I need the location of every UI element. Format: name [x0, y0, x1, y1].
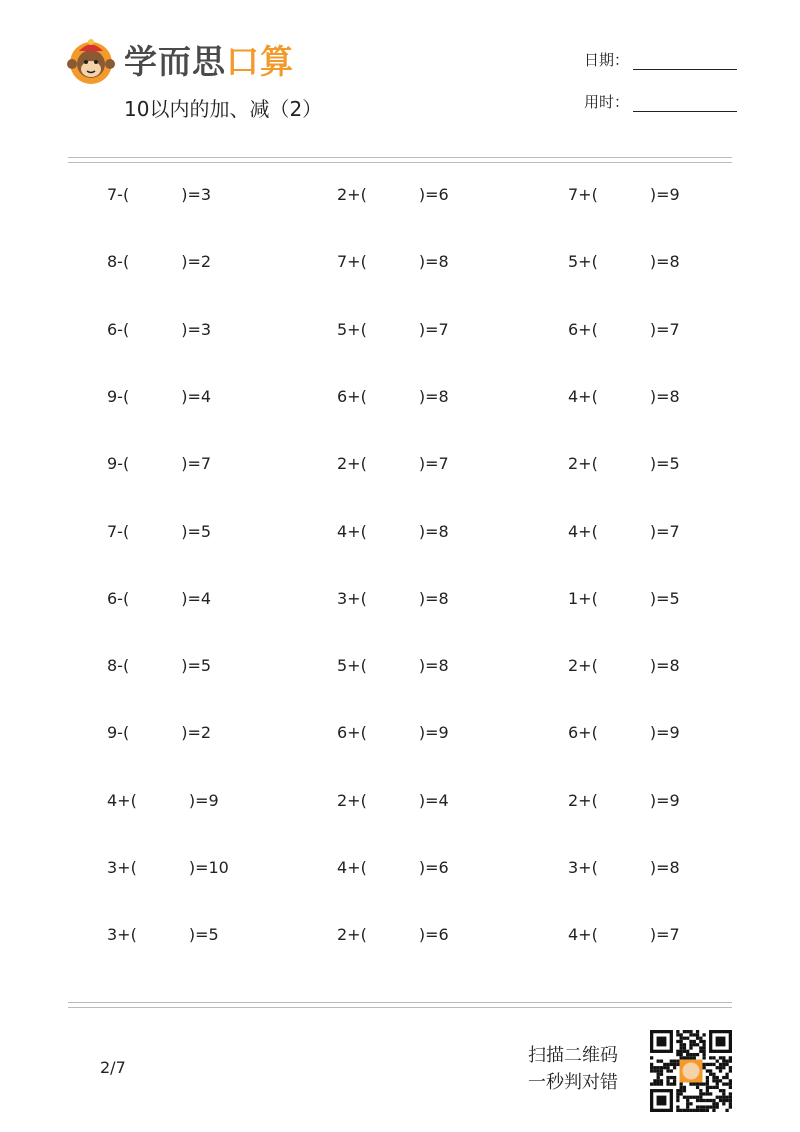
brand-part2: 口算	[226, 42, 294, 81]
problem-row	[0, 512, 800, 552]
problem-row	[0, 713, 800, 753]
problem-row	[0, 579, 800, 619]
problem-left: 4+(	[568, 521, 598, 541]
problem-right: )=4	[418, 790, 449, 810]
problem-right: )=9	[418, 723, 449, 743]
problem-left: 8-(	[107, 252, 130, 272]
problem-right: )=7	[181, 454, 212, 474]
problem-item	[568, 713, 680, 753]
problem-item	[107, 377, 211, 417]
problem-item	[568, 646, 680, 686]
monkey-mascot-icon	[66, 36, 116, 86]
problem-left: 7+(	[337, 252, 367, 272]
problem-right: )=3	[181, 319, 212, 339]
problem-item	[337, 781, 449, 821]
problem-left: 9-(	[107, 386, 130, 406]
problem-item	[568, 512, 680, 552]
problem-left: 2+(	[568, 454, 598, 474]
problem-row	[0, 915, 800, 955]
problem-row	[0, 781, 800, 821]
problem-item	[337, 444, 449, 484]
time-field	[584, 92, 737, 112]
problem-right: )=9	[649, 185, 680, 204]
scan-instructions	[528, 1042, 618, 1096]
problem-left: 6-(	[107, 588, 130, 608]
problem-right: )=8	[418, 252, 449, 272]
problem-right: )=10	[188, 858, 229, 877]
problem-left: 1+(	[568, 588, 598, 608]
problem-item	[107, 444, 211, 484]
problem-right: )=5	[181, 656, 212, 676]
problem-left: 7+(	[568, 185, 598, 204]
problem-left: 3+(	[337, 588, 367, 608]
problem-left: 2+(	[337, 925, 367, 945]
page-number: 2/7	[100, 1058, 126, 1077]
problem-left: 2+(	[337, 790, 367, 810]
brand-part1: 学而思	[124, 42, 226, 81]
problem-right: )=8	[418, 521, 449, 541]
problem-item	[337, 242, 449, 282]
problem-item	[107, 242, 211, 282]
problem-right: )=7	[649, 319, 680, 339]
problem-right: )=7	[418, 454, 449, 474]
problem-right: )=4	[181, 588, 212, 608]
problem-right: )=3	[181, 185, 212, 204]
problem-row	[0, 377, 800, 417]
problem-right: )=2	[181, 723, 212, 743]
problem-item	[107, 646, 211, 686]
problem-item	[568, 579, 680, 619]
problem-right: )=4	[181, 386, 212, 406]
problem-right: )=2	[181, 252, 212, 272]
problem-left: 7-(	[107, 185, 130, 204]
problem-item	[568, 242, 680, 282]
problem-left: 3+(	[107, 925, 137, 945]
problem-right: )=7	[418, 319, 449, 339]
problem-right: )=9	[188, 790, 219, 810]
problem-right: )=8	[418, 588, 449, 608]
problem-right: )=5	[188, 925, 219, 945]
problem-item	[337, 915, 449, 955]
problem-item	[107, 310, 211, 350]
problem-left: 4+(	[337, 521, 367, 541]
problem-item	[107, 848, 229, 888]
problem-left: 6-(	[107, 319, 130, 339]
problem-left: 2+(	[568, 790, 598, 810]
problem-left: 5+(	[337, 319, 367, 339]
problem-left: 9-(	[107, 454, 130, 474]
problem-left: 4+(	[107, 790, 137, 810]
problem-left: 2+(	[337, 454, 367, 474]
problem-left: 2+(	[568, 656, 598, 676]
brand-title	[124, 40, 294, 84]
problem-right: )=8	[649, 656, 680, 676]
problem-item	[337, 646, 449, 686]
problem-left: 3+(	[568, 858, 598, 877]
problem-right: )=6	[418, 185, 449, 204]
problem-right: )=9	[649, 723, 680, 743]
problem-right: )=7	[649, 521, 680, 541]
problem-item	[337, 848, 449, 888]
problem-right: )=8	[649, 252, 680, 272]
problem-right: )=7	[649, 925, 680, 945]
problem-row	[0, 848, 800, 888]
top-divider	[68, 157, 732, 163]
problem-item	[337, 377, 449, 417]
date-label: 日期：	[584, 51, 630, 69]
problem-left: 7-(	[107, 521, 130, 541]
problem-right: )=6	[418, 925, 449, 945]
problem-left: 6+(	[568, 723, 598, 743]
problem-right: )=5	[181, 521, 212, 541]
problem-item	[107, 512, 211, 552]
date-field	[584, 50, 737, 70]
problem-left: 3+(	[107, 858, 137, 877]
problem-item	[107, 781, 219, 821]
problem-left: 5+(	[337, 656, 367, 676]
problem-item	[337, 175, 449, 215]
problem-row	[0, 646, 800, 686]
problem-left: 6+(	[337, 723, 367, 743]
date-blank	[633, 55, 737, 70]
problem-item	[107, 915, 219, 955]
problem-item	[568, 781, 680, 821]
problem-left: 4+(	[568, 925, 598, 945]
worksheet-subtitle: 10以内的加、减（2）	[124, 97, 323, 121]
qr-code-icon[interactable]	[650, 1030, 732, 1112]
problem-left: 4+(	[568, 386, 598, 406]
problem-item	[568, 310, 680, 350]
problem-left: 6+(	[337, 386, 367, 406]
problem-right: )=6	[418, 858, 449, 877]
problem-item	[107, 175, 211, 215]
problem-row	[0, 242, 800, 282]
problem-item	[337, 579, 449, 619]
page-header	[0, 0, 800, 160]
problem-left: 2+(	[337, 185, 367, 204]
problem-right: )=8	[418, 386, 449, 406]
time-label: 用时：	[584, 93, 630, 111]
problem-left: 6+(	[568, 319, 598, 339]
problem-left: 9-(	[107, 723, 130, 743]
problem-item	[337, 512, 449, 552]
problem-right: )=9	[649, 790, 680, 810]
problem-item	[568, 915, 680, 955]
scan-line-1: 扫描二维码	[528, 1045, 618, 1066]
problem-left: 4+(	[337, 858, 367, 877]
problem-row	[0, 310, 800, 350]
problem-item	[107, 713, 211, 753]
problem-item	[568, 377, 680, 417]
problem-left: 8-(	[107, 656, 130, 676]
problem-right: )=5	[649, 454, 680, 474]
time-blank	[633, 97, 737, 112]
bottom-divider	[68, 1002, 732, 1008]
problem-right: )=8	[418, 656, 449, 676]
problem-left: 5+(	[568, 252, 598, 272]
problem-item	[568, 175, 680, 215]
problem-item	[337, 310, 449, 350]
scan-line-2: 一秒判对错	[528, 1072, 618, 1093]
problem-right: )=5	[649, 588, 680, 608]
problem-item	[568, 444, 680, 484]
problem-item	[107, 579, 211, 619]
problem-right: )=8	[649, 386, 680, 406]
problem-row	[0, 175, 800, 215]
problem-right: )=8	[649, 858, 680, 877]
problem-item	[568, 848, 680, 888]
problem-item	[337, 713, 449, 753]
problem-row	[0, 444, 800, 484]
